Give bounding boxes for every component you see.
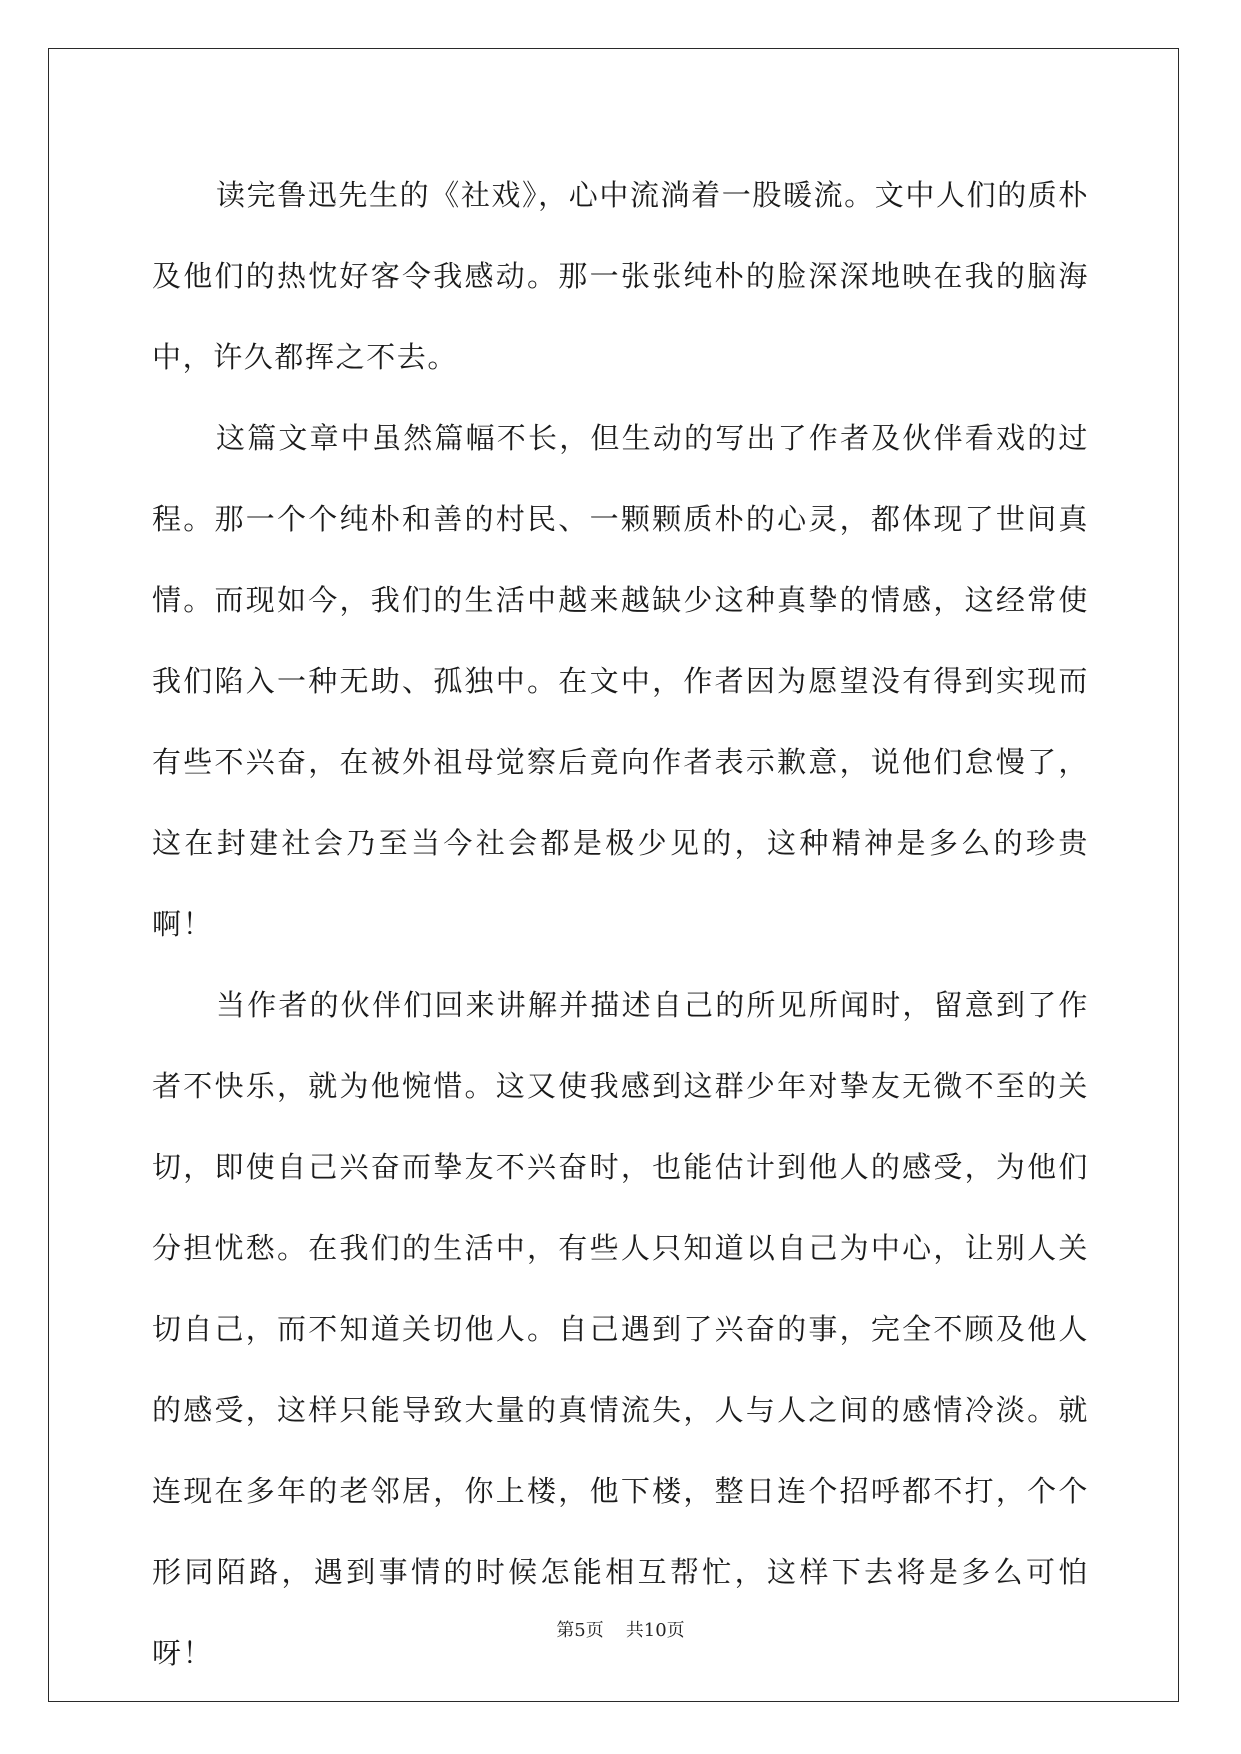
paragraph-1: 读完鲁迅先生的《社戏》，心中流淌着一股暖流。文中人们的质朴及他们的热忱好客令我感动。那一张张纯朴的脸深深地映在我的脑海中，许久都挥之不去。 — [152, 178, 1089, 374]
paragraph-3: 当作者的伙伴们回来讲解并描述自己的所见所闻时，留意到了作者不快乐，就为他惋惜。这又使我感到这群少年对挚友无微不至的关切，即使自己兴奋而挚友不兴奋时，也能估计到他人的感受，为他们分担忧愁。在我们的生活中，有些人只知道以自己为中心，让别人关切自己，而不知道关切他人。自己遇到了兴奋的事，完全不顾及他人的感受，这样只能导致大量的真情流失，人与人之间的感情冷淡。就连现在多年的老邻居，你上楼，他下楼，整日连个招呼都不打，个个形同陌路，遇到事情的时候怎能相互帮忙，这样下去将是多么可怕呀！ — [152, 988, 1089, 1670]
page-number: 第5页 — [556, 1620, 604, 1641]
page-footer — [0, 1616, 1241, 1642]
page-total: 共10页 — [625, 1620, 685, 1641]
paragraph-2: 这篇文章中虽然篇幅不长，但生动的写出了作者及伙伴看戏的过程。那一个个纯朴和善的村民、一颗颗质朴的心灵，都体现了世间真情。而现如今，我们的生活中越来越缺少这种真挚的情感，这经常使我们陷入一种无助、孤独中。在文中，作者因为愿望没有得到实现而有些不兴奋，在被外祖母觉察后竟向作者表示歉意，说他们怠慢了，这在封建社会乃至当今社会都是极少见的，这种精神是多么的珍贵啊！ — [152, 421, 1089, 941]
document-body — [152, 155, 1089, 1694]
